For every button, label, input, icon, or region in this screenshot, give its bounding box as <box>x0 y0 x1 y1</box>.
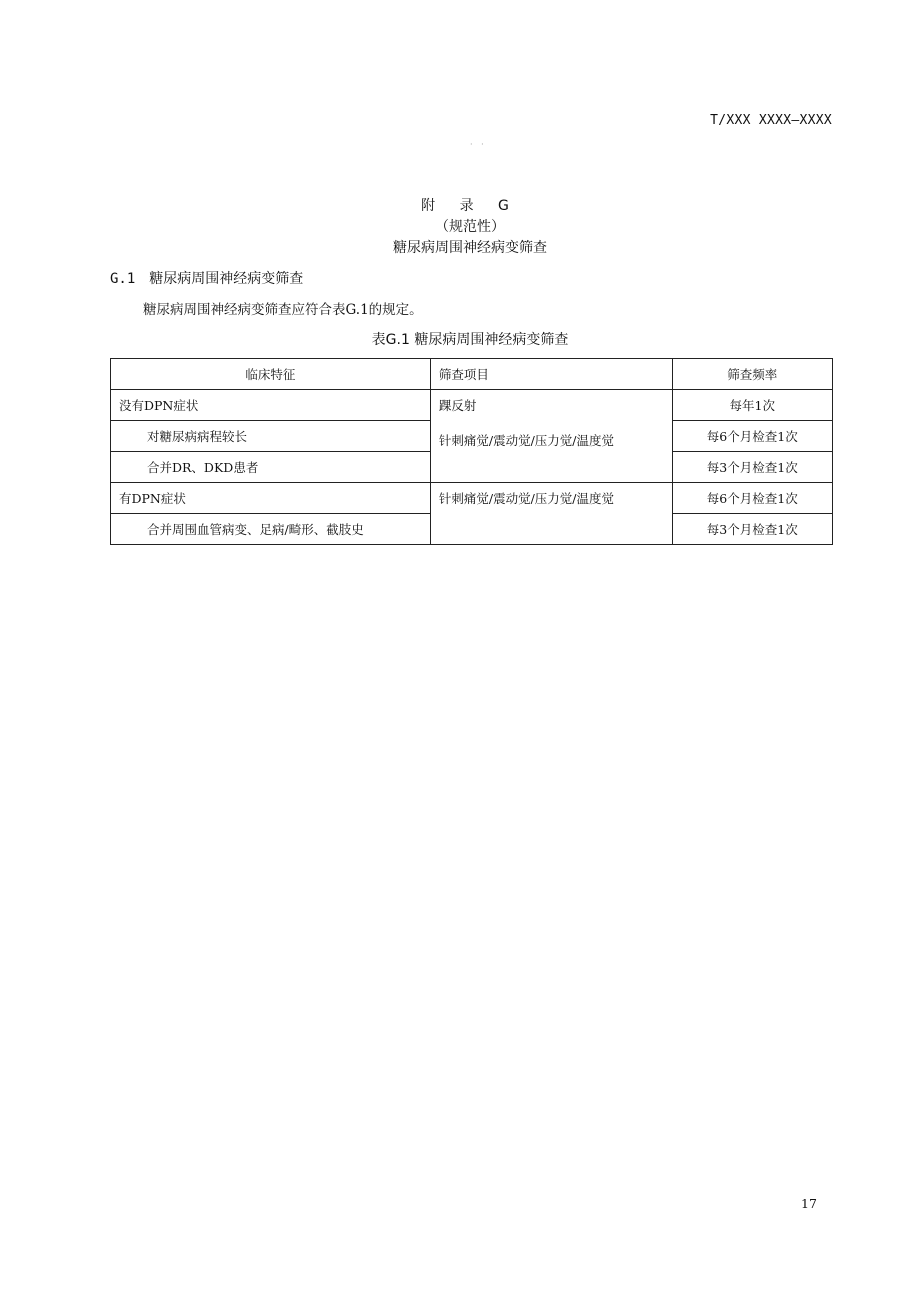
header-cell-frequency: 筛查频率 <box>672 359 833 390</box>
item-line: 针刺痛觉/震动觉/压力觉/温度觉 <box>438 433 615 448</box>
header-cell-feature: 临床特征 <box>111 359 431 390</box>
table-caption: 表G.1 糖尿病周围神经病变筛查 <box>371 332 569 348</box>
appendix-heading <box>0 196 920 259</box>
item-cell: 针刺痛觉/震动觉/压力觉/温度觉 <box>430 483 672 545</box>
screening-table <box>110 358 833 545</box>
standard-code: T/XXX XXXX—XXXX <box>710 113 832 128</box>
section-number: G.1 <box>110 271 136 287</box>
feature-cell: 合并DR、DKD患者 <box>111 452 431 483</box>
feature-cell: 对糖尿病病程较长 <box>111 421 431 452</box>
feature-cell: 没有DPN症状 <box>111 390 431 421</box>
table-header-row <box>111 359 833 390</box>
feature-cell: 有DPN症状 <box>111 483 431 514</box>
frequency-cell: 每3个月检查1次 <box>672 452 833 483</box>
header-cell-item: 筛查项目 <box>430 359 672 390</box>
frequency-cell: 每年1次 <box>672 390 833 421</box>
frequency-cell: 每6个月检查1次 <box>672 483 833 514</box>
item-cell <box>430 390 672 483</box>
page-number: 17 <box>801 1196 817 1211</box>
page-marker: · · <box>470 140 487 149</box>
feature-cell: 合并周围血管病变、足病/畸形、截肢史 <box>111 514 431 545</box>
appendix-subject: 糖尿病周围神经病变筛查 <box>393 240 547 256</box>
section-paragraph: 糖尿病周围神经病变筛查应符合表G.1的规定。 <box>143 302 423 318</box>
frequency-cell: 每3个月检查1次 <box>672 514 833 545</box>
appendix-nature: （规范性） <box>435 219 505 235</box>
item-line: 踝反射 <box>438 398 477 413</box>
frequency-cell: 每6个月检查1次 <box>672 421 833 452</box>
section-heading <box>110 268 303 288</box>
table-row <box>111 390 833 421</box>
table-row <box>111 483 833 514</box>
appendix-title: 附 录 G <box>421 198 519 214</box>
section-title: 糖尿病周围神经病变筛查 <box>149 271 304 287</box>
